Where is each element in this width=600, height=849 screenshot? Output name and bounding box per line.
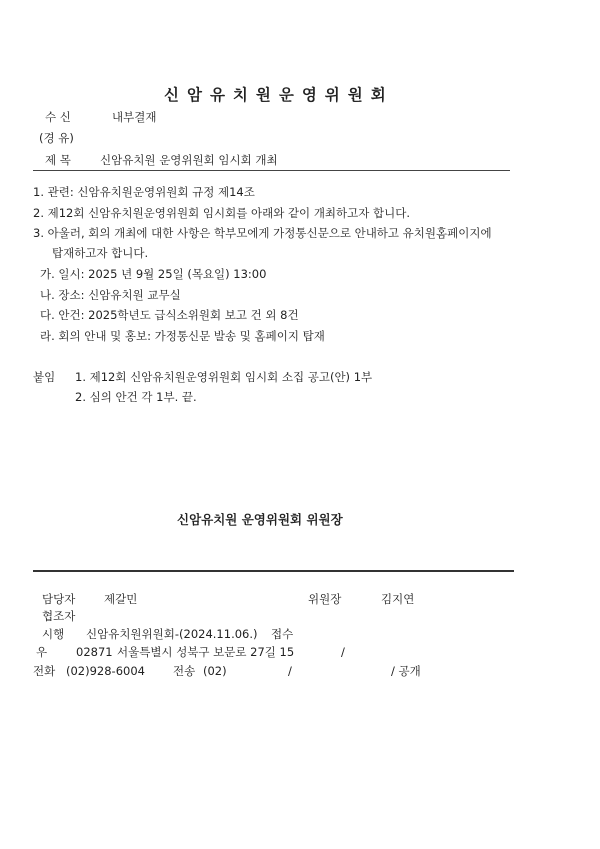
address-slash: / <box>341 645 345 659</box>
phone-number: (02)928-6004 <box>66 664 145 678</box>
document-title: 신암유치원운영위원회 <box>164 86 394 104</box>
sub-item-notice: 라. 회의 안내 및 홍보: 가정통신문 발송 및 홈페이지 탑재 <box>40 329 325 343</box>
receipt-label: 접수 <box>271 627 294 641</box>
fax-number: (02) <box>203 664 227 678</box>
chair-label: 위원장 <box>308 592 342 606</box>
manager-name: 제갈민 <box>104 592 138 606</box>
body-item-3-cont: 탑재하고자 합니다. <box>52 246 149 260</box>
recipient-value: 내부결재 <box>112 110 157 124</box>
recipient-label: 수 신 <box>45 110 71 124</box>
attachment-label: 붙임 <box>33 370 56 384</box>
enforce-value: 신암유치원위원회-(2024.11.06.) <box>86 627 258 641</box>
fax-slash: / <box>288 664 292 678</box>
footer-divider <box>33 570 514 572</box>
body-item-2: 2. 제12회 신암유치원운영위원회 임시회를 아래와 같이 개최하고자 합니다. <box>33 206 411 220</box>
manager-label: 담당자 <box>42 592 76 606</box>
sub-item-agenda: 다. 안건: 2025학년도 급식소위원회 보고 건 외 8건 <box>40 308 299 322</box>
sub-item-location: 나. 장소: 신암유치원 교무실 <box>40 288 181 302</box>
signature: 신암유치원 운영위원회 위원장 <box>177 512 343 527</box>
cooperator-label: 협조자 <box>42 609 76 623</box>
public-status: / 공개 <box>391 664 421 678</box>
sub-item-datetime: 가. 일시: 2025 년 9월 25일 (목요일) 13:00 <box>40 267 267 281</box>
body-item-1: 1. 관련: 신암유치원운영위원회 규정 제14조 <box>33 185 255 199</box>
address: 서울특별시 성북구 보문로 27길 15 <box>117 645 295 659</box>
enforce-label: 시행 <box>42 627 65 641</box>
body-item-3: 3. 아울러, 회의 개최에 대한 사항은 학부모에게 가정통신문으로 안내하고 유치원홈페이지에 <box>33 226 492 240</box>
subject-label: 제 목 <box>45 153 71 167</box>
via-label: (경 유) <box>39 131 74 145</box>
subject-value: 신암유치원 운영위원회 임시회 개최 <box>100 153 278 167</box>
attachment-2: 2. 심의 안건 각 1부. 끝. <box>75 390 197 404</box>
phone-label: 전화 <box>33 664 56 678</box>
chair-name: 김지연 <box>381 592 415 606</box>
post-label: 우 <box>36 645 48 659</box>
post-code: 02871 <box>76 645 113 659</box>
attachment-1: 1. 제12회 신암유치원운영위원회 임시회 소집 공고(안) 1부 <box>75 370 373 384</box>
fax-label: 전송 <box>173 664 196 678</box>
header-divider <box>33 170 510 171</box>
